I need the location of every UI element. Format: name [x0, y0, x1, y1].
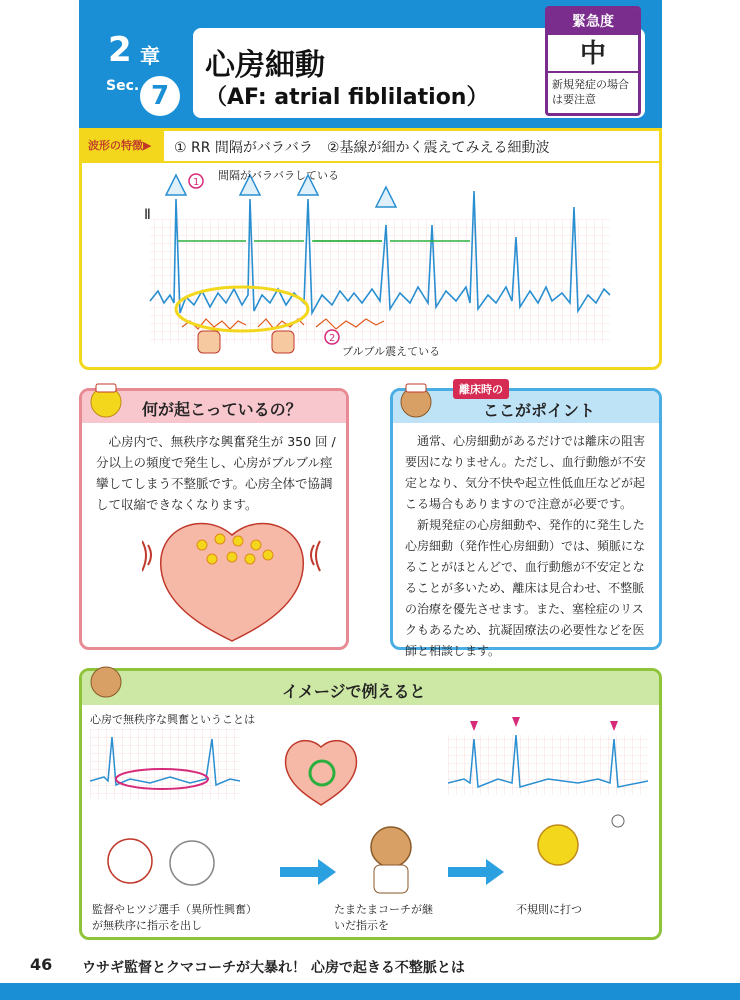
urgency-note: 新規発症の場合は要注意	[552, 78, 629, 106]
bear-character-icon	[86, 660, 126, 700]
baseball-icon	[612, 815, 624, 827]
analogy-ecg-1	[90, 729, 240, 799]
right-arrow-icon	[278, 857, 338, 887]
waveform-section	[79, 128, 662, 370]
page-subtitle: （AF: atrial fiblilation）	[205, 85, 489, 110]
rabbit-manager-illustration	[96, 821, 226, 901]
heart-icon	[286, 741, 357, 805]
urgency-box	[545, 6, 641, 116]
footer-text: ウサギ監督とクマコーチが大暴れ！ 心房で起きる不整脈とは	[82, 960, 465, 976]
ecg-grid	[150, 219, 610, 343]
footer-bar	[0, 983, 740, 1000]
analogy-caption-1: 監督やヒツジ選手（異所性興奮）が無秩序に指示を出し	[92, 903, 257, 932]
down-arrow-icon	[610, 721, 618, 731]
marker-2-label: 2	[329, 333, 336, 344]
sheep-player-icon	[170, 841, 214, 885]
marker-1-label: 1	[193, 177, 200, 188]
right-arrow-icon	[446, 857, 506, 887]
chapter-label: 章	[140, 44, 160, 68]
analogy-caption-top: 心房で無秩序な興奮ということは	[90, 713, 255, 726]
bear-character-icon	[396, 380, 436, 420]
r-wave-markers	[470, 717, 618, 731]
analogy-title: イメージで例えると	[282, 682, 426, 701]
page-title: 心房細動	[205, 48, 325, 83]
atrium-character-icon	[198, 331, 220, 353]
heart-icon	[161, 523, 304, 641]
down-arrow-icon	[512, 717, 520, 727]
section-label: Sec.	[106, 78, 140, 94]
atrium-character-icon	[272, 331, 294, 353]
point-badge: 離床時の	[453, 379, 509, 399]
analogy-caption-2: たまたまコーチが継いだ指示を	[334, 903, 433, 932]
analogy-panel	[79, 668, 662, 940]
tremor-lines-icon	[311, 541, 320, 571]
r-wave-icon	[166, 175, 186, 195]
point-paragraph-2: 新規発症の心房細動や、発作的に発生した心房細動（発作性心房細動）では、頻脈になることがほとんどで、血行動態が不安定となることが多いため、離床は見合わせ、不整脈の治療を優先させます。また、塞栓症のリスクもあるため、抗凝固療法の必要性などを医師と相談します。	[405, 518, 646, 658]
what-happens-title: 何が起こっているの？	[142, 400, 302, 419]
batter-icon	[538, 825, 578, 865]
tremor-annotation: ブルブル震えている	[342, 345, 441, 358]
point-body	[405, 431, 651, 662]
page-number: 46	[30, 955, 53, 974]
batter-illustration	[522, 811, 632, 891]
tremor-lines-icon	[142, 541, 151, 571]
down-arrow-icon	[470, 721, 478, 731]
heart-illustration	[142, 515, 322, 645]
urgency-heading: 緊急度	[548, 9, 638, 35]
waveform-description: ① RR 間隔がバラバラ ②基線が細かく震えてみえる細動波	[174, 140, 550, 156]
what-happens-panel	[79, 388, 349, 650]
analogy-caption-3: 不規則に打つ	[516, 903, 582, 916]
point-paragraph-1: 通常、心房細動があるだけでは離床の阻害要因になりません。ただし、血行動態が不安定となり、気分不快や起立性低血圧などが起こる場合もありますので注意が必要です。	[405, 434, 646, 511]
point-panel	[390, 383, 662, 658]
bear-coach-illustration	[356, 817, 426, 897]
r-wave-icon	[376, 187, 396, 207]
chapter-number: 2	[108, 30, 132, 70]
nurse-character-icon	[86, 380, 126, 420]
lead-label: Ⅱ	[144, 207, 151, 223]
analogy-heart-illustration	[276, 733, 366, 823]
bear-coach-icon	[371, 827, 411, 867]
urgency-level: 中	[548, 35, 638, 73]
waveform-tag: 波形の特徴▶	[82, 131, 164, 161]
what-happens-body: 心房内で、無秩序な興奮発生が 350 回 / 分以上の頻度で発生し、心房がブルブル痙攣してしまう不整脈です。心房全体で協調して収縮できなくなります。	[96, 434, 336, 512]
section-number: 7	[140, 76, 180, 116]
rabbit-manager-icon	[108, 839, 152, 883]
ecg-figure	[82, 163, 659, 369]
point-title: ここがポイント	[483, 401, 596, 420]
interval-annotation: 間隔がバラバラしている	[218, 169, 339, 182]
analogy-ecg-2	[448, 715, 648, 795]
